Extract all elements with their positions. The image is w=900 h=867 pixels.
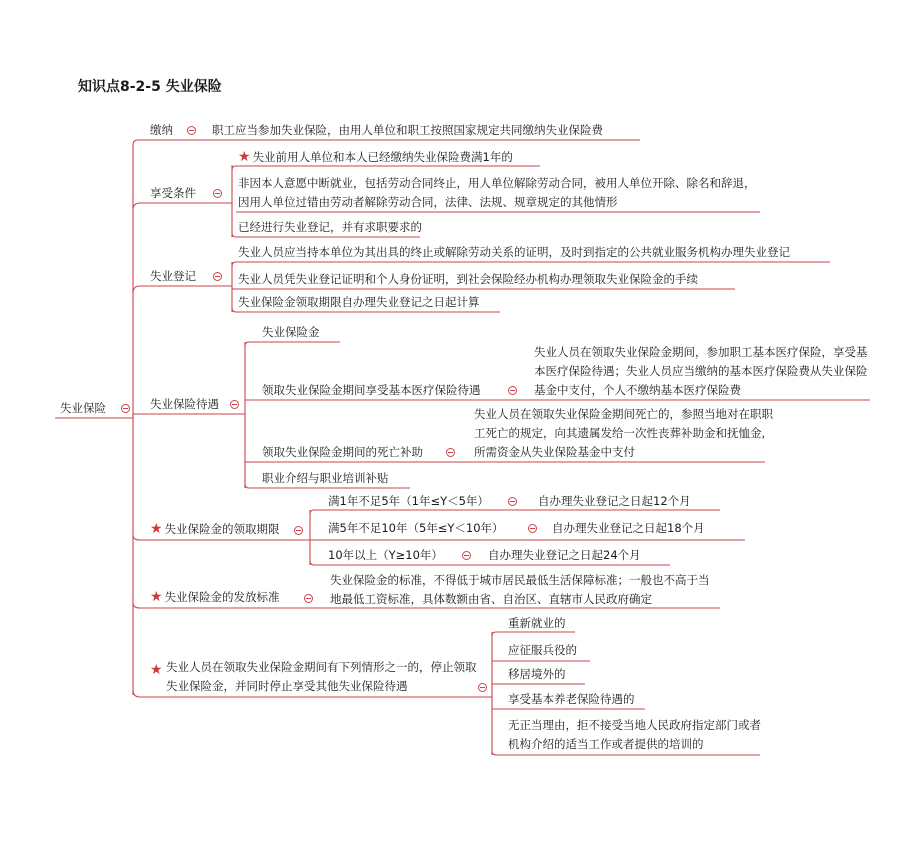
duration-1: 满1年不足5年（1年≤Y＜5年）: [328, 494, 489, 508]
collapse-icon[interactable]: [446, 448, 455, 457]
termination-item-5: 无正当理由，拒不接受当地人民政府指定部门或者机构介绍的适当工作或者提供的培训的: [508, 718, 761, 751]
collapse-icon[interactable]: [213, 189, 222, 198]
duration-1-value: 自办理失业登记之日起12个月: [538, 494, 691, 508]
duration-3: 10年以上（Y≥10年）: [328, 548, 443, 562]
collapse-icon[interactable]: [304, 594, 313, 603]
benefit-2: 领取失业保险金期间享受基本医疗保险待遇: [262, 383, 481, 397]
branch-benefits: 失业保险待遇: [150, 397, 219, 411]
termination-item-4: 享受基本养老保险待遇的: [508, 692, 635, 706]
benefit-1: 失业保险金: [262, 325, 320, 339]
benefit-3: 领取失业保险金期间的死亡补助: [262, 445, 423, 459]
registration-2: 失业人员凭失业登记证明和个人身份证明，到社会保险经办机构办理领取失业保险金的手续: [238, 272, 698, 286]
collapse-icon[interactable]: [528, 524, 537, 533]
branch-payment: 缴纳: [150, 123, 173, 137]
branch-conditions: 享受条件: [150, 186, 196, 200]
collapse-icon[interactable]: [230, 400, 239, 409]
benefit-2-detail: 失业人员在领取失业保险金期间，参加职工基本医疗保险，享受基本医疗保险待遇；失业人员应当缴纳的基本医疗保险费从失业保险基金中支付，个人不缴纳基本医疗保险费: [534, 345, 868, 397]
benefit-3-detail: 失业人员在领取失业保险金期间死亡的，参照当地对在职职工死亡的规定，向其遗属发给一次性丧葬补助金和抚恤金,所需资金从失业保险基金中支付: [474, 407, 773, 459]
collapse-icon[interactable]: [462, 551, 471, 560]
branch-standard: ★ 失业保险金的发放标准: [150, 589, 280, 605]
condition-2: 非因本人意愿中断就业，包括劳动合同终止，用人单位解除劳动合同，被用人单位开除、除名和辞退，因用人单位过错由劳动者解除劳动合同，法律、法规、规章规定的其他情形: [238, 176, 756, 209]
duration-3-value: 自办理失业登记之日起24个月: [488, 548, 641, 562]
standard-detail: 失业保险金的标准，不得低于城市居民最低生活保障标准；一般也不高于当地最低工资标准，具体数额由省、自治区、直辖市人民政府确定: [330, 573, 710, 606]
collapse-icon[interactable]: [213, 272, 222, 281]
registration-1: 失业人员应当持本单位为其出具的终止或解除劳动关系的证明，及时到指定的公共就业服务机构办理失业登记: [238, 245, 790, 259]
termination-item-2: 应征服兵役的: [508, 643, 577, 657]
duration-2-value: 自办理失业登记之日起18个月: [552, 521, 705, 535]
leaf-payment: 职工应当参加失业保险，由用人单位和职工按照国家规定共同缴纳失业保险费: [212, 123, 603, 137]
star-icon: ★: [150, 521, 163, 537]
branch-registration: 失业登记: [150, 269, 196, 283]
star-icon: ★: [238, 149, 251, 165]
star-icon-b7: [150, 661, 165, 679]
collapse-icon[interactable]: [508, 386, 517, 395]
collapse-icon[interactable]: [294, 526, 303, 535]
collapse-icon[interactable]: [121, 404, 130, 413]
star-icon: ★: [150, 662, 163, 678]
benefit-4: 职业介绍与职业培训补贴: [262, 471, 389, 485]
star-icon: ★: [150, 589, 163, 605]
branch-duration: ★ 失业保险金的领取期限: [150, 521, 280, 537]
root-node: 失业保险: [60, 401, 106, 415]
page-title: 知识点8-2-5 失业保险: [78, 79, 222, 95]
condition-1: ★ 失业前用人单位和本人已经缴纳失业保险费满1年的: [238, 149, 513, 165]
registration-3: 失业保险金领取期限自办理失业登记之日起计算: [238, 295, 480, 309]
collapse-icon[interactable]: [187, 126, 196, 135]
condition-3: 已经进行失业登记，并有求职要求的: [238, 220, 422, 234]
collapse-icon[interactable]: [508, 497, 517, 506]
collapse-icon[interactable]: [478, 683, 487, 692]
termination-item-1: 重新就业的: [508, 616, 566, 630]
termination-item-3: 移居境外的: [508, 667, 566, 681]
branch-termination: 失业人员在领取失业保险金期间有下列情形之一的，停止领取失业保险金，并同时停止享受其他失业保险待遇: [166, 660, 477, 693]
duration-2: 满5年不足10年（5年≤Y＜10年）: [328, 521, 504, 535]
